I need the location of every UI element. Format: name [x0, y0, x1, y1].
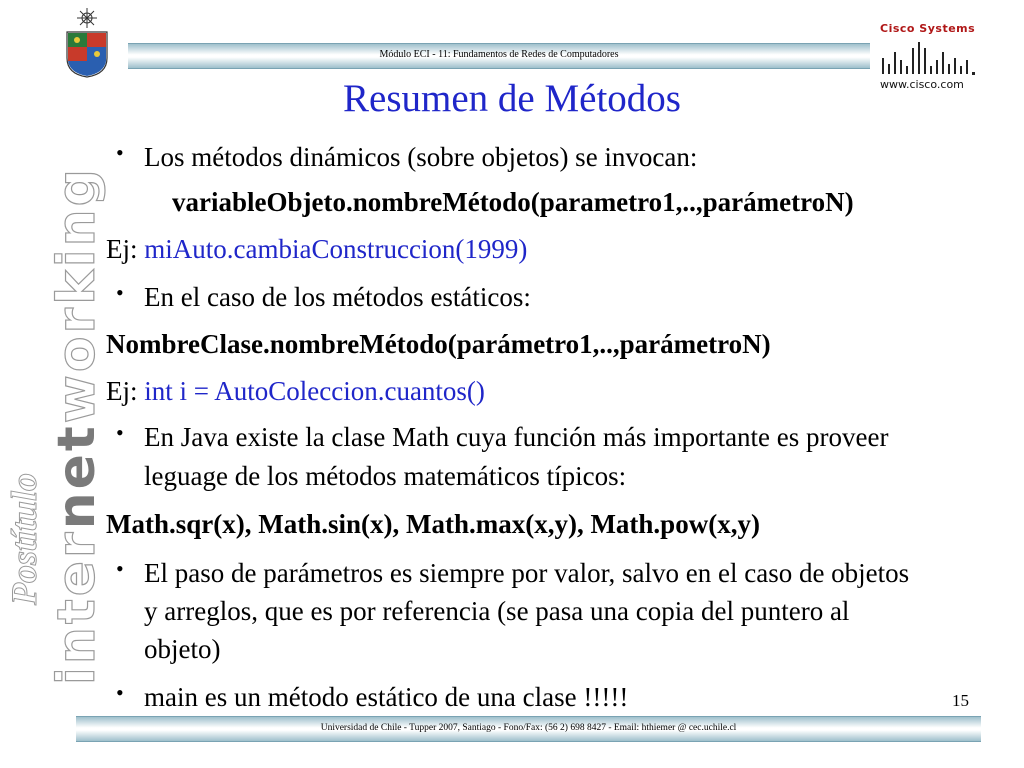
example-label: Ej:	[106, 234, 138, 264]
bullet-math-line1: En Java existe la clase Math cuya función más importante es proveer	[144, 422, 889, 452]
bullet-static-methods: En el caso de los métodos estáticos:	[144, 282, 531, 312]
brand-inter: inter	[47, 529, 107, 685]
bullet-icon: •	[116, 140, 124, 165]
cisco-name: Cisco Systems	[880, 22, 976, 35]
brand-net: net	[47, 423, 107, 530]
slide-title: Resumen de Métodos	[343, 77, 681, 120]
internetworking-vertical-logo	[47, 85, 107, 685]
example-1-code: miAuto.cambiaConstruccion(1999)	[144, 234, 528, 264]
bullet-params-line1: El paso de parámetros es siempre por valor, salvo en el caso de objetos	[144, 558, 910, 588]
cisco-url: www.cisco.com	[880, 78, 964, 91]
bullet-icon: •	[116, 420, 124, 445]
header-bar	[128, 43, 870, 69]
bullet-math-line2: leguage de los métodos matemáticos típicos:	[144, 461, 627, 491]
footer-bar	[76, 716, 981, 742]
footer-text: Universidad de Chile - Tupper 2007, Santiago - Fono/Fax: (56 2) 698 8427 - Email: hthiemer @ cec.uchile.cl	[320, 723, 737, 733]
brand-working: working	[47, 166, 107, 424]
bullet-icon: •	[116, 556, 124, 581]
bullet-params-line2: y arreglos, que es por referencia (se pasa una copia del puntero al	[144, 596, 850, 626]
example-2-code: int i = AutoColeccion.cuantos()	[144, 376, 485, 406]
page-number: 15	[952, 691, 969, 710]
example-2	[106, 378, 485, 405]
bullet-main-static: main es un método estático de una clase !!!!!	[144, 682, 629, 712]
bullet-params-line3: objeto)	[144, 634, 221, 664]
university-crest-logo	[62, 8, 112, 78]
bullet-icon: •	[116, 680, 124, 705]
example-label: Ej:	[106, 376, 138, 406]
bullet-icon: •	[116, 280, 124, 305]
bullet-dynamic-methods: Los métodos dinámicos (sobre objetos) se invocan:	[144, 142, 698, 172]
cisco-bridge-icon	[880, 38, 976, 76]
example-1	[106, 236, 527, 263]
syntax-static: NombreClase.nombreMétodo(parámetro1,..,parámetroN)	[106, 329, 771, 359]
syntax-dynamic: variableObjeto.nombreMétodo(parametro1,..,parámetroN)	[172, 187, 854, 217]
course-title: Módulo ECI - 11: Fundamentos de Redes de Computadores	[379, 49, 619, 60]
postitulo-vertical-label: Postítulo	[4, 472, 44, 605]
math-functions: Math.sqr(x), Math.sin(x), Math.max(x,y), Math.pow(x,y)	[106, 509, 760, 539]
